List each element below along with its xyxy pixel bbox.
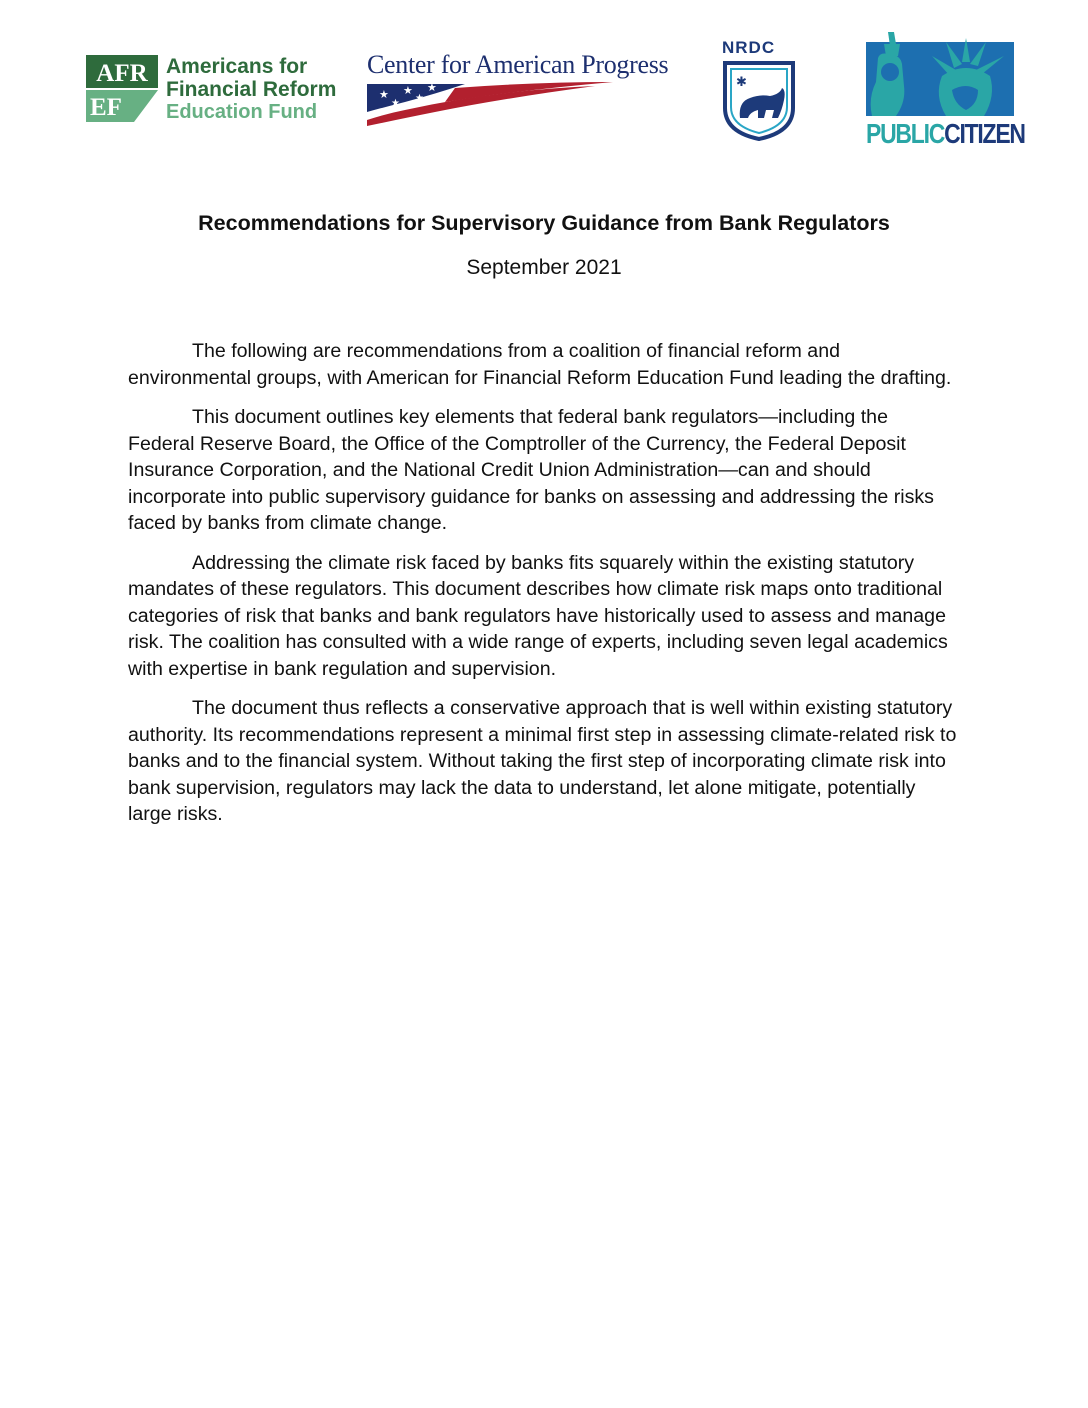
pc-word-public: PUBLIC	[866, 118, 945, 149]
afref-mark-bottom: EF	[90, 94, 122, 121]
svg-text:★: ★	[379, 89, 389, 101]
document-date: September 2021	[466, 256, 622, 279]
afref-mark-icon	[86, 55, 158, 122]
afref-line-1: Americans for	[166, 55, 308, 78]
cap-wordmark: Center for American Progress	[367, 50, 669, 79]
svg-text:✱: ✱	[736, 74, 747, 89]
public-citizen-logo	[864, 32, 1025, 150]
svg-text:★: ★	[403, 85, 413, 97]
afref-line-3: Education Fund	[166, 101, 318, 123]
paragraph-4: The document thus reflects a conservative approach that is well within existing statutory authority. Its recommendations represent a minimal first step in assessing climate-related risk to banks and to the financial system. Without taking the first step of incorporating climate risk into bank supervision, regulators may lack the data to understand, let alone mitigate, potentially large risks.	[128, 697, 957, 825]
svg-text:★: ★	[427, 82, 437, 94]
statue-of-liberty-icon	[866, 32, 1014, 116]
document-title: Recommendations for Supervisory Guidance from Bank Regulators	[198, 211, 890, 235]
afref-line-2: Financial Reform	[166, 78, 337, 101]
flag-icon	[365, 80, 615, 128]
svg-text:★: ★	[391, 98, 400, 109]
document-body	[128, 338, 958, 841]
cap-logo	[365, 50, 675, 130]
public-citizen-wordmark	[866, 118, 1025, 150]
afref-mark-top: AFR	[96, 60, 148, 87]
afref-wordmark	[166, 55, 336, 124]
paragraph-3: Addressing the climate risk faced by banks fits squarely within the existing statutory mandates of these regulators. This document describes how climate risk maps onto traditional categories of risk that banks and bank regulators have historically used to assess and manage risk. The coalition has consulted with a wide range of experts, including seven legal academics with expertise in bank regulation and supervision.	[128, 551, 948, 680]
nrdc-logo	[718, 38, 800, 144]
pc-word-citizen: CITIZEN	[944, 118, 1025, 149]
logo-bar	[0, 0, 1088, 160]
svg-text:★: ★	[415, 93, 424, 104]
paragraph-2: This document outlines key elements that federal bank regulators—including the Federal Reserve Board, the Office of the Comptroller of the Currency, the Federal Deposit Insurance Corporation, and the National Credit Union Administration—can and should incorporate into public supervisory guidance for banks on assessing and addressing the risks faced by banks from climate change.	[128, 406, 934, 534]
paragraph-1: The following are recommendations from a coalition of financial reform and environmental groups, with American for Financial Reform Education Fund leading the drafting.	[128, 340, 952, 389]
bear-shield-icon	[722, 60, 796, 142]
afref-logo	[86, 55, 356, 125]
nrdc-wordmark: NRDC	[722, 38, 776, 57]
